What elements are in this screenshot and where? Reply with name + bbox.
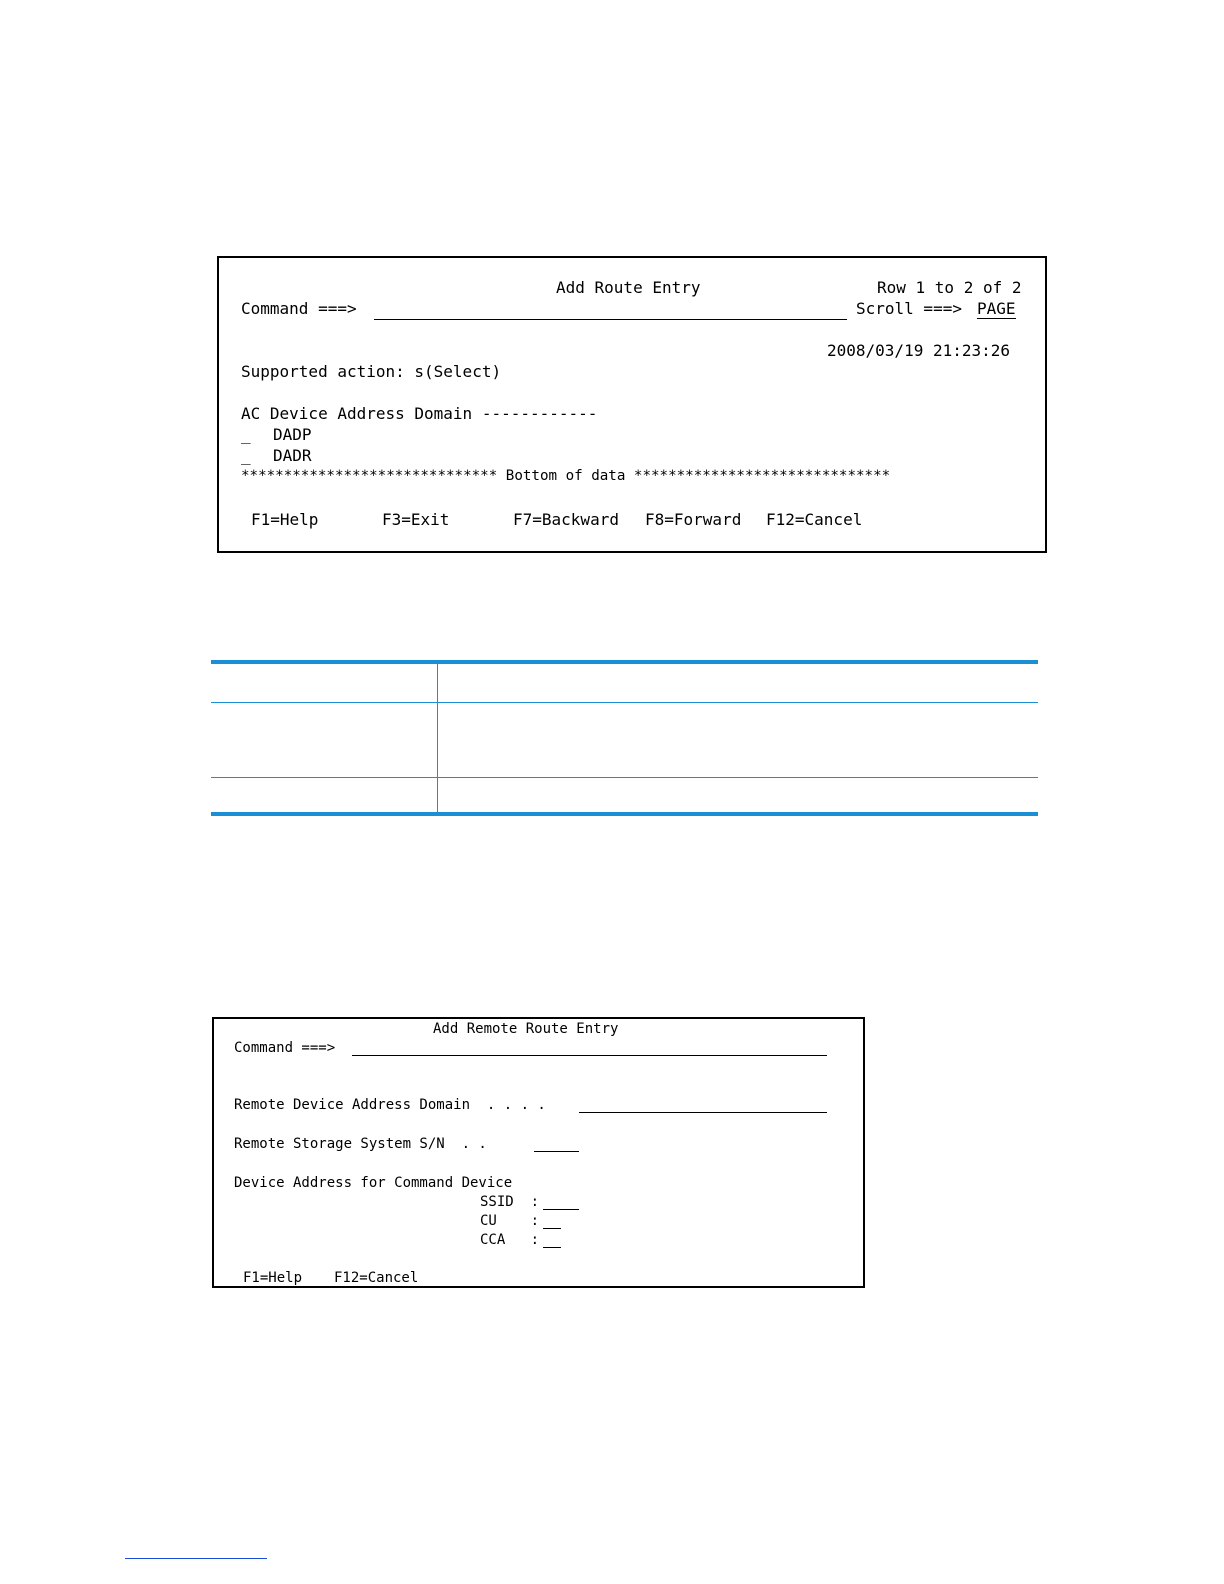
table-cell: [438, 703, 1038, 777]
info-table: [211, 660, 1038, 816]
cu-input[interactable]: [543, 1228, 561, 1229]
supported-action-text: Supported action: s(Select): [241, 362, 502, 381]
add-route-entry-screen: [217, 256, 1047, 553]
remote-sn-input[interactable]: [534, 1151, 579, 1152]
table-cell: [211, 778, 438, 812]
table-cell: [438, 778, 1038, 812]
cca-label: CCA :: [480, 1232, 540, 1248]
remote-domain-input[interactable]: [579, 1112, 827, 1113]
row-indicator: Row 1 to 2 of 2: [877, 278, 1022, 297]
list-item-dadp: DADP: [273, 425, 312, 444]
table-cell: [211, 664, 438, 702]
table-row: [211, 778, 1038, 812]
device-address-label: Device Address for Command Device: [234, 1175, 513, 1191]
table-row: [211, 703, 1038, 778]
timestamp: 2008/03/19 21:23:26: [827, 341, 1011, 360]
scroll-input[interactable]: PAGE: [977, 299, 1016, 318]
command-input[interactable]: [352, 1055, 827, 1056]
f3-exit-key[interactable]: F3=Exit: [382, 510, 450, 529]
screen-title: Add Remote Route Entry: [433, 1021, 619, 1037]
row-selector-dadr[interactable]: _: [241, 446, 251, 465]
remote-sn-label: Remote Storage System S/N . .: [234, 1136, 487, 1152]
add-remote-route-entry-screen: [212, 1017, 865, 1288]
command-input[interactable]: [374, 319, 847, 320]
ssid-label: SSID :: [480, 1194, 540, 1210]
ssid-input[interactable]: [543, 1209, 579, 1210]
f12-cancel-key[interactable]: F12=Cancel: [334, 1270, 419, 1286]
table-row: [211, 664, 1038, 703]
remote-domain-label: Remote Device Address Domain . . . .: [234, 1097, 546, 1113]
cca-input[interactable]: [543, 1247, 561, 1248]
bottom-of-data-banner: ****************************** Bottom of data ******************************: [241, 468, 891, 484]
f7-backward-key[interactable]: F7=Backward: [513, 510, 619, 529]
list-item-dadr: DADR: [273, 446, 312, 465]
f1-help-key[interactable]: F1=Help: [243, 1270, 303, 1286]
f8-forward-key[interactable]: F8=Forward: [645, 510, 742, 529]
table-cell: [211, 703, 438, 777]
f12-cancel-key[interactable]: F12=Cancel: [766, 510, 863, 529]
command-label: Command ===>: [234, 1040, 336, 1056]
f1-help-key[interactable]: F1=Help: [251, 510, 319, 529]
footer-divider: [125, 1558, 267, 1559]
row-selector-dadp[interactable]: _: [241, 425, 251, 444]
screen-title: Add Route Entry: [556, 278, 701, 297]
command-label: Command ===>: [241, 299, 357, 318]
list-header: AC Device Address Domain ------------: [241, 404, 598, 423]
table-cell: [438, 664, 1038, 702]
scroll-label: Scroll ===>: [856, 299, 962, 318]
cu-label: CU :: [480, 1213, 540, 1229]
